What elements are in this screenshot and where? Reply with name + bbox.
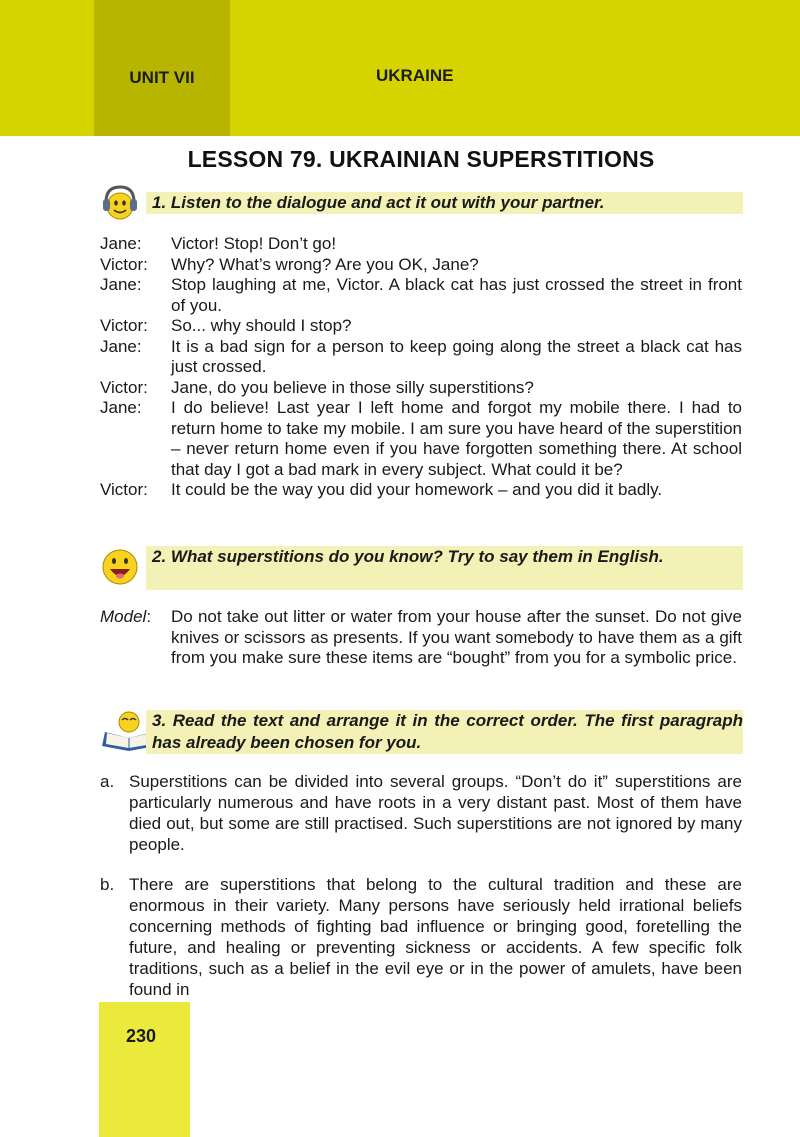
dialogue-text: It is a bad sign for a person to keep going along the street a black cat has just crossed.: [171, 336, 742, 376]
page-number-tab: [99, 1002, 190, 1137]
dialogue-line: [100, 378, 742, 399]
task-3-instruction: 3. Read the text and arrange it in the correct order. The first paragraph has already been chosen for you.: [146, 710, 743, 754]
dialogue-line: [100, 255, 742, 276]
paragraph-letter: b.: [100, 875, 115, 894]
paragraph-a: [100, 771, 742, 855]
dialogue-line: [100, 480, 742, 501]
speaker: Victor:: [100, 480, 148, 499]
talking-smiley-icon: [100, 547, 140, 587]
topic-label: UKRAINE: [376, 66, 454, 85]
speaker: Jane:: [100, 336, 142, 356]
task-2-instruction: 2. What superstitions do you know? Try to say them in English.: [146, 546, 743, 590]
dialogue-line: [100, 316, 742, 337]
lesson-title: LESSON 79. UKRAINIAN SUPERSTITIONS: [187, 146, 655, 172]
speaker: Victor:: [100, 316, 148, 335]
task-1-instruction: 1. Listen to the dialogue and act it out with your partner.: [146, 192, 743, 214]
speaker: Jane:: [100, 234, 142, 253]
dialogue-text: Stop laughing at me, Victor. A black cat has just crossed the street in front of you.: [171, 275, 742, 315]
speaker: Jane:: [100, 275, 142, 294]
dialogue-line: [100, 337, 742, 378]
paragraph-b: [100, 874, 742, 1000]
speaker: Victor:: [100, 377, 148, 397]
dialogue: [100, 234, 742, 501]
paragraph-letter: a.: [100, 772, 115, 791]
speaker: Victor:: [100, 254, 148, 274]
headphones-smiley-icon: [101, 184, 137, 224]
dialogue-line: [100, 275, 742, 316]
speaker: Jane:: [100, 398, 142, 417]
dialogue-text: It could be the way you did your homework – and you did it badly.: [171, 480, 663, 499]
dialogue-text: Jane, do you believe in those silly superstitions?: [171, 377, 534, 397]
dialogue-line: [100, 234, 742, 255]
paragraph-text: There are superstitions that belong to the cultural tradition and these are enormous in their variety. Many persons have seriously held irrational beliefs concerning methods of fighting bad influence or bringing good, foretelling the future, and healing or preventing sickness or accidents. A few specific folk traditions, such as a belief in the evil eye or in the power of amulets, have been found in: [129, 875, 742, 999]
dialogue-line: [100, 398, 742, 480]
dialogue-text: Why? What’s wrong? Are you OK, Jane?: [171, 254, 479, 274]
dialogue-text: I do believe! Last year I left home and forgot my mobile there. I had to return home to take my mobile. I am sure you have heard of the superstition – never return home even if you have forgotten something there. At school that day I got a bad mark in every subject. What could it be?: [171, 398, 742, 479]
model-label-wrap: [100, 607, 171, 669]
model-colon: :: [146, 607, 152, 626]
model-text: Do not take out litter or water from your house after the sunset. Do not give knives or scissors as presents. If you want somebody to have them as a gift from you make sure these items are “bought” from you for a symbolic price.: [171, 607, 742, 668]
page-number: 230: [125, 1026, 157, 1046]
model-label: Model: [100, 607, 147, 626]
paragraph-text: Superstitions can be divided into several groups. “Don’t do it” superstitions are particularly numerous and have roots in a very distant past. Most of them have died out, but some are still practised. Such superstitions are not ignored by many people.: [129, 772, 742, 854]
unit-label: UNIT VII: [129, 68, 195, 87]
model-answer: [100, 607, 742, 669]
dialogue-text: Victor! Stop! Don’t go!: [171, 234, 337, 253]
dialogue-text: So... why should I stop?: [171, 316, 352, 335]
